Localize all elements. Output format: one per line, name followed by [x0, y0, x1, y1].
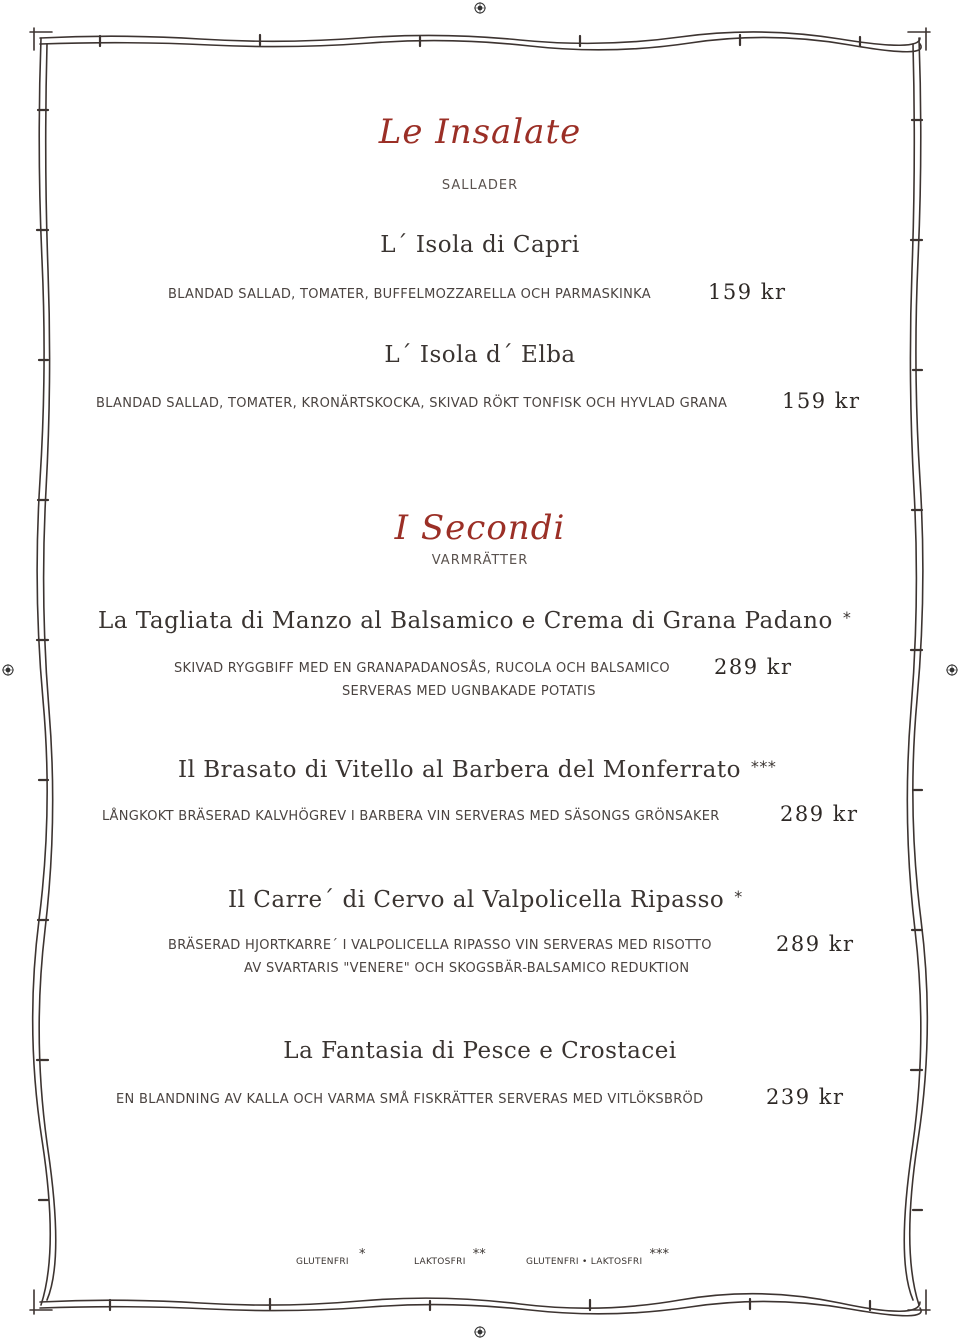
legend-label: LAKTOSFRI: [414, 1257, 466, 1267]
legend-item-glutenfri-laktosfri: [526, 1247, 669, 1268]
legend-mark: ***: [649, 1247, 670, 1262]
dietary-mark: *: [734, 887, 743, 906]
dish-price: 159 kr: [782, 389, 861, 413]
registration-mark-icon: [474, 2, 486, 14]
dish-name: [0, 342, 960, 368]
section-subtitle-secondi: VARMRÄTTER: [431, 553, 529, 568]
registration-mark-icon: [2, 664, 14, 676]
dish-title: L´ Isola d´ Elba: [384, 342, 576, 368]
legend-mark: *: [358, 1247, 366, 1262]
dish-description: EN BLANDNING AV KALLA OCH VARMA SMÅ FISKRÄTTER SERVERAS MED VITLÖKSBRÖD: [116, 1092, 704, 1107]
dish-description: BRÄSERAD HJORTKARRE´ I VALPOLICELLA RIPASSO VIN SERVERAS MED RISOTTO: [168, 938, 712, 953]
dish-description: BLANDAD SALLAD, TOMATER, KRONÄRTSKOCKA, SKIVAD RÖKT TONFISK OCH HYVLAD GRANA: [96, 396, 728, 411]
dietary-mark: *: [842, 608, 852, 627]
legend-item-laktosfri: [414, 1247, 486, 1268]
dish-name: [98, 608, 851, 634]
dish-description: AV SVARTARIS "VENERE" OCH SKOGSBÄR-BALSAMICO REDUKTION: [244, 961, 690, 976]
dish-price: 239 kr: [766, 1085, 845, 1109]
dish-title: La Fantasia di Pesce e Crostacei: [283, 1038, 677, 1064]
dish-title: Il Brasato di Vitello al Barbera del Monferrato: [178, 757, 741, 783]
dish-description: SKIVAD RYGGBIFF MED EN GRANAPADANOSÅS, RUCOLA OCH BALSAMICO: [174, 661, 670, 676]
dish-description: LÅNGKOKT BRÄSERAD KALVHÖGREV I BARBERA VIN SERVERAS MED SÄSONGS GRÖNSAKER: [102, 809, 720, 824]
legend-item-glutenfri: [296, 1247, 365, 1268]
dish-name: [0, 1038, 960, 1064]
registration-mark-icon: [946, 664, 958, 676]
registration-mark-icon: [474, 1326, 486, 1338]
legend-label: GLUTENFRI • LAKTOSFRI: [526, 1257, 643, 1267]
dish-price: 289 kr: [714, 655, 793, 679]
dish-price: 289 kr: [780, 802, 859, 826]
legend-mark: **: [472, 1247, 486, 1262]
dish-title: La Tagliata di Manzo al Balsamico e Crema di Grana Padano: [98, 608, 833, 634]
section-subtitle-insalate: SALLADER: [441, 178, 519, 193]
dish-description: SERVERAS MED UGNBAKADE POTATIS: [342, 684, 596, 699]
dish-price: 289 kr: [776, 932, 855, 956]
dish-name: [178, 757, 776, 783]
dietary-mark: ***: [750, 757, 777, 776]
section-title-secondi: I Secondi: [394, 508, 566, 548]
legend-label: GLUTENFRI: [296, 1257, 349, 1267]
section-title-insalate: Le Insalate: [378, 112, 582, 152]
dish-title: Il Carre´ di Cervo al Valpolicella Ripasso: [228, 887, 725, 913]
dish-name: [228, 887, 743, 913]
dish-name: [0, 232, 960, 258]
dish-description: BLANDAD SALLAD, TOMATER, BUFFELMOZZARELLA OCH PARMASKINKA: [168, 287, 651, 302]
dish-title: L´ Isola di Capri: [380, 232, 580, 258]
dish-price: 159 kr: [708, 280, 787, 304]
